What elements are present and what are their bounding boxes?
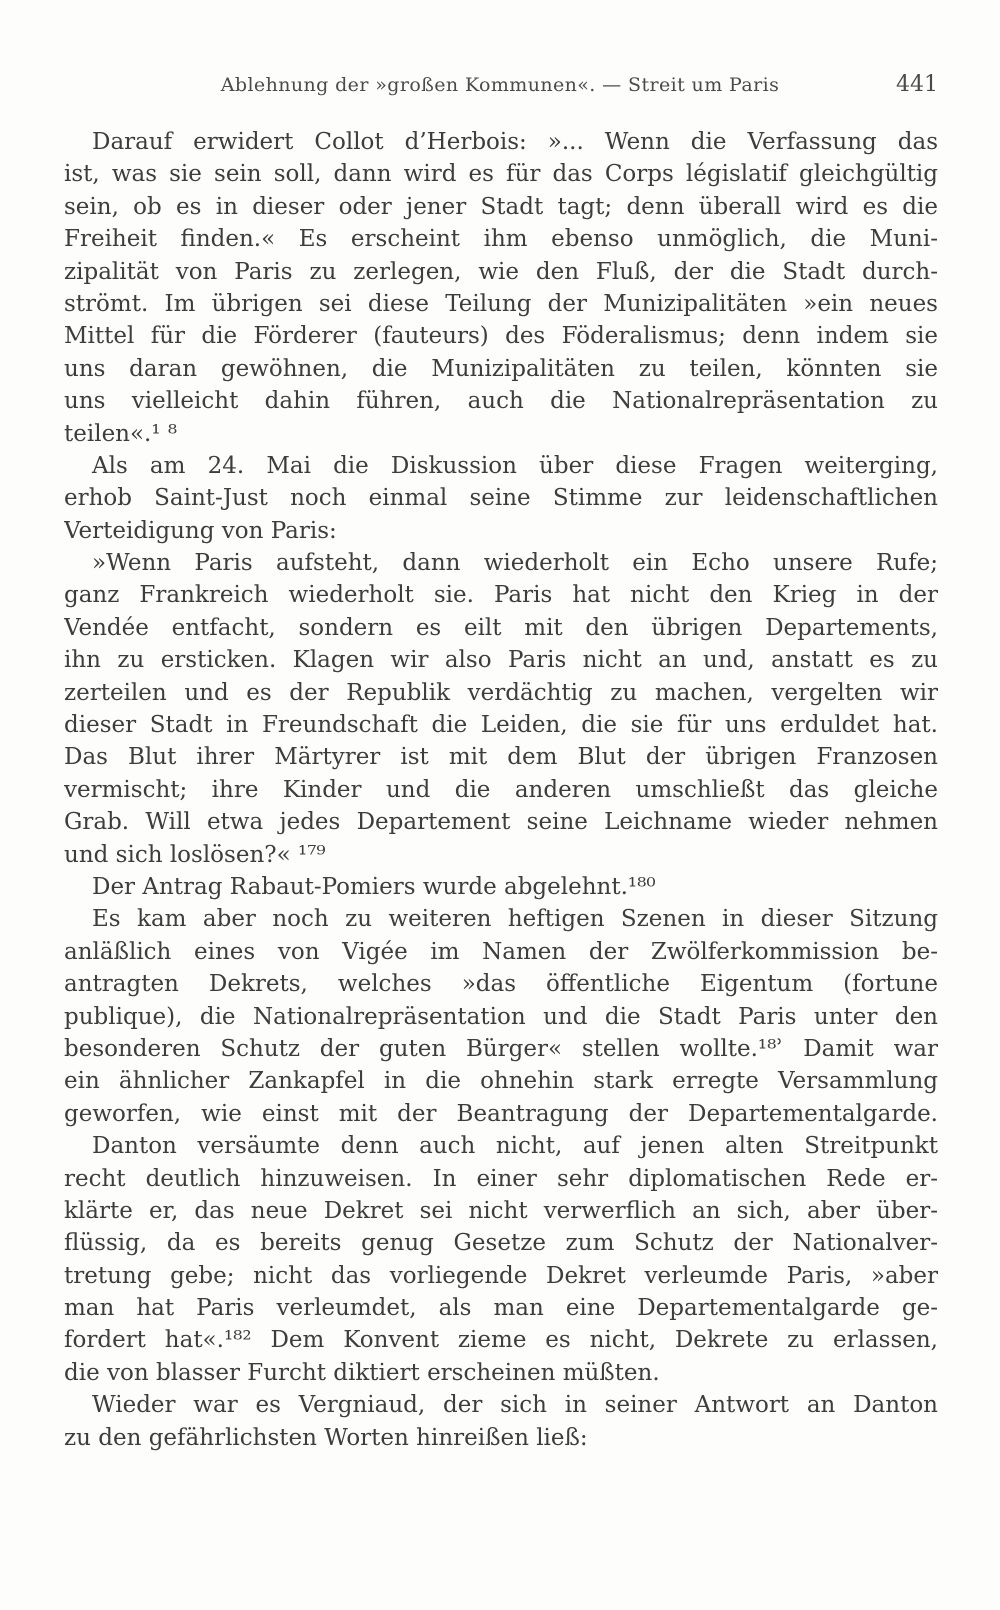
text-line: zu den gefährlichsten Worten hinreißen ließ: <box>64 1424 588 1451</box>
text-line: teilen«.¹ ⁸ <box>64 420 178 447</box>
text-line: die von blasser Furcht diktiert erscheinen müßten. <box>64 1359 660 1386</box>
text-line: uns daran gewöhnen, die Munizipalitäten zu teilen, könnten sie <box>64 355 938 382</box>
text-line: publique), die Nationalrepräsentation und die Stadt Paris unter den <box>64 1003 938 1030</box>
text-line: anläßlich eines von Vigée im Namen der Zwölferkommission be- <box>64 938 938 965</box>
text-line: Wieder war es Vergniaud, der sich in seiner Antwort an Danton <box>92 1392 938 1419</box>
text-line: Als am 24. Mai die Diskussion über diese Fragen weiterging, <box>92 452 938 479</box>
text-line: uns vielleicht dahin führen, auch die Nationalrepräsentation zu <box>64 388 938 415</box>
text-line: Grab. Will etwa jedes Departement seine Leichname wieder nehmen <box>64 809 938 836</box>
text-line: erhob Saint-Just noch einmal seine Stimme zur leidenschaftlichen <box>64 485 938 512</box>
running-head <box>62 72 938 102</box>
text-line: klärte er, das neue Dekret sei nicht verwerflich an sich, aber über- <box>64 1197 938 1224</box>
text-line: ein ähnlicher Zankapfel in die ohnehin stark erregte Versammlung <box>64 1068 938 1095</box>
body-text <box>64 126 938 1454</box>
text-line: und sich loslösen?« ¹⁷⁹ <box>64 841 326 868</box>
page-number: 441 <box>896 72 938 97</box>
text-line: Freiheit finden.« Es erscheint ihm ebenso unmöglich, die Muni- <box>64 226 938 253</box>
text-line: ganz Frankreich wiederholt sie. Paris hat nicht den Krieg in der <box>64 582 938 609</box>
text-line: »Wenn Paris aufsteht, dann wiederholt ein Echo unsere Rufe; <box>92 550 938 577</box>
text-line: tretung gebe; nicht das vorliegende Dekret verleumde Paris, »aber <box>64 1262 938 1289</box>
text-line: man hat Paris verleumdet, als man eine Departementalgarde ge- <box>64 1295 938 1322</box>
text-line: Es kam aber noch zu weiteren heftigen Szenen in dieser Sitzung <box>92 906 938 933</box>
text-line: recht deutlich hinzuweisen. In einer sehr diplomatischen Rede er- <box>64 1165 938 1192</box>
text-line: fordert hat«.¹⁸² Dem Konvent zieme es nicht, Dekrete zu erlassen, <box>64 1327 938 1354</box>
text-line: zerteilen und es der Republik verdächtig zu machen, vergelten wir <box>64 679 938 706</box>
text-line: antragten Dekrets, welches »das öffentliche Eigentum (fortune <box>64 971 938 998</box>
text-line: strömt. Im übrigen sei diese Teilung der Munizipalitäten »ein neues <box>64 290 938 317</box>
text-line: ihn zu ersticken. Klagen wir also Paris nicht an und, anstatt es zu <box>64 647 938 674</box>
text-line: zipalität von Paris zu zerlegen, wie den Fluß, der die Stadt durch- <box>64 258 938 285</box>
text-line: sein, ob es in dieser oder jener Stadt tagt; denn überall wird es die <box>64 193 938 220</box>
text-line: besonderen Schutz der guten Bürger« stellen wollte.¹⁸ʾ Damit war <box>64 1035 938 1062</box>
text-line: Vendée entfacht, sondern es eilt mit den übrigen Departements, <box>64 614 938 641</box>
text-line: Darauf erwidert Collot d’Herbois: »... Wenn die Verfassung das <box>92 129 938 155</box>
text-line: flüssig, da es bereits genug Gesetze zum Schutz der Nationalver- <box>64 1230 938 1257</box>
text-line: Danton versäumte denn auch nicht, auf jenen alten Streitpunkt <box>92 1133 938 1160</box>
text-line: Der Antrag Rabaut-Pomiers wurde abgelehnt.¹⁸⁰ <box>92 873 656 900</box>
text-line: dieser Stadt in Freundschaft die Leiden, die sie für uns erduldet hat. <box>64 712 938 739</box>
running-title: Ablehnung der »großen Kommunen«. — Streit um Paris <box>220 74 780 96</box>
text-line: Mittel für die Förderer (fauteurs) des Föderalismus; denn indem sie <box>64 323 938 350</box>
text-line: ist, was sie sein soll, dann wird es für das Corps législatif gleichgültig <box>64 161 938 188</box>
text-line: vermischt; ihre Kinder und die anderen umschließt das gleiche <box>64 776 938 803</box>
text-line: Verteidigung von Paris: <box>64 517 337 544</box>
text-line: geworfen, wie einst mit der Beantragung der Departementalgarde. <box>64 1100 938 1127</box>
text-line: Das Blut ihrer Märtyrer ist mit dem Blut der übrigen Franzosen <box>64 744 938 771</box>
